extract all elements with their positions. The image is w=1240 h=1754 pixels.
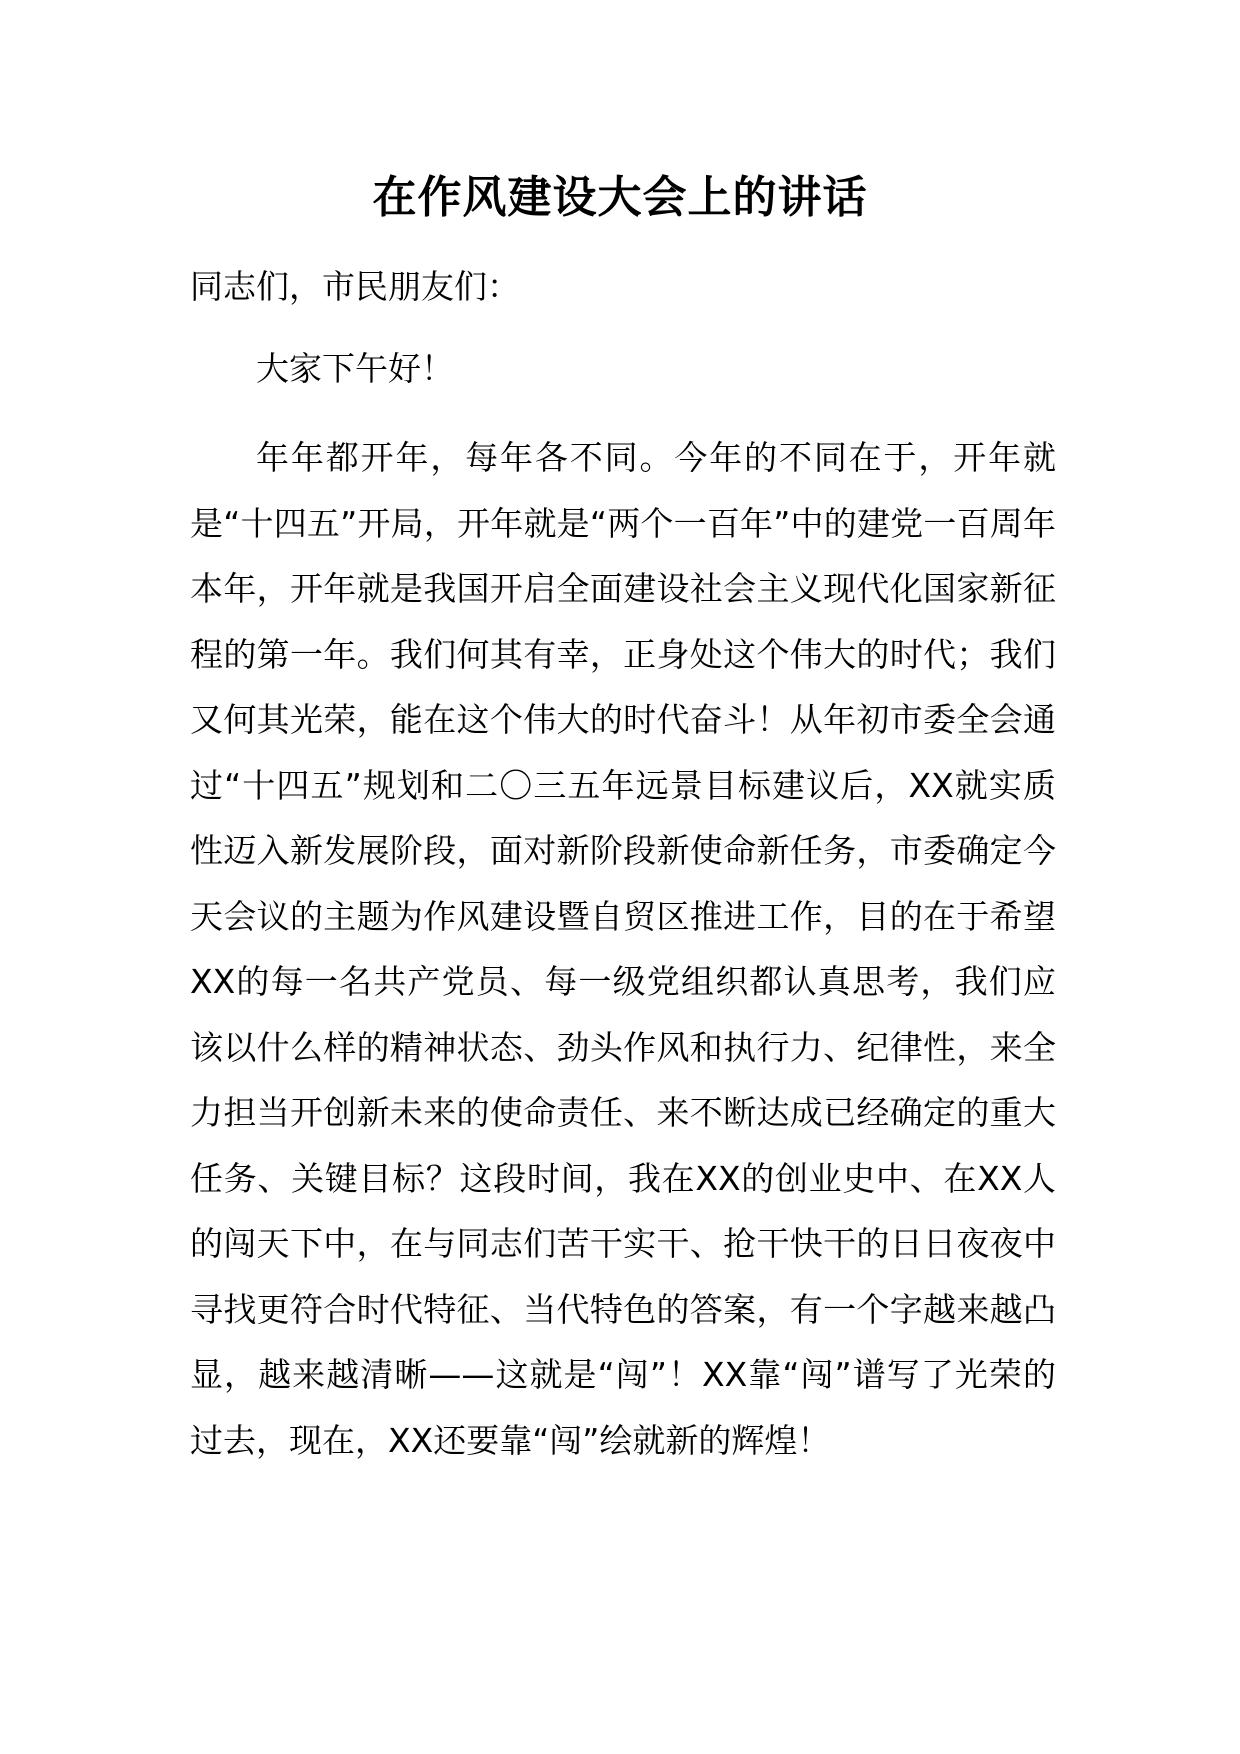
salutation: 同志们，市民朋友们：	[190, 267, 520, 306]
document-title: 在作风建设大会上的讲话	[372, 172, 868, 223]
body-paragraph: 年年都开年，每年各不同。今年的不同在于，开年就是“十四五”开局，开年就是“两个一百年”中的建党一百周年本年，开年就是我国开启全面建设社会主义现代化国家新征程的第一年。我们何其有幸，正身处这个伟大的时代；我们又何其光荣，能在这个伟大的时代奋斗！从年初市委全会通过“十四五”规划和二〇三五年远景目标建议后，XX就实质性迈入新发展阶段，面对新阶段新使命新任务，市委确定今天会议的主题为作风建设暨自贸区推进工作，目的在于希望XX的每一名共产党员、每一级党组织都认真思考，我们应该以什么样的精神状态、劲头作风和执行力、纪律性，来全力担当开创新未来的使命责任、来不断达成已经确定的重大任务、关键目标？这段时间，我在XX的创业史中、在XX人的闯天下中，在与同志们苦干实干、抢干快干的日日夜夜中寻找更符合时代特征、当代特色的答案，有一个字越来越凸显，越来越清晰——这就是“闯”！XX靠“闯”谱写了光荣的过去，现在，XX还要靠“闯”绘就新的辉煌！	[190, 438, 1056, 1460]
greeting: 大家下午好！	[256, 349, 454, 388]
